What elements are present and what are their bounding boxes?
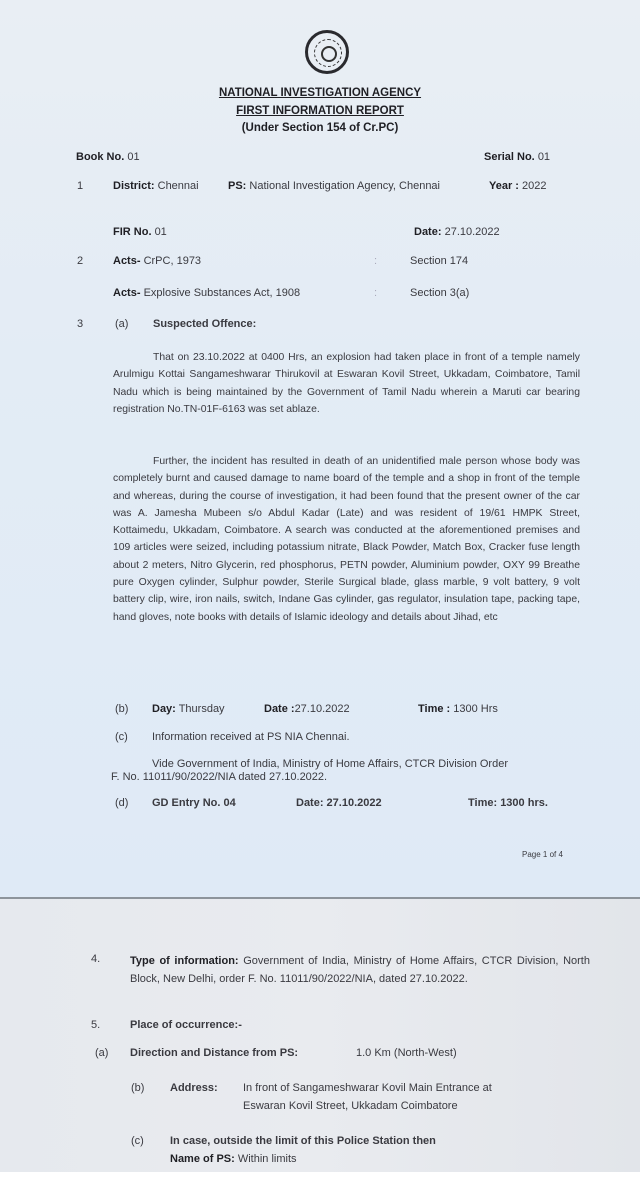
fir-date-label: Date: <box>414 226 442 238</box>
item-1-number: 1 <box>77 180 84 192</box>
type-of-info-line-2: Division, North Block, New Delhi, order F. No. 11011/90/2022/NIA, dated <box>130 955 590 985</box>
book-label: Book No. <box>76 151 125 163</box>
item-3d-label: (d) <box>115 797 129 809</box>
agency-title: NATIONAL INVESTIGATION AGENCY <box>218 87 422 99</box>
act-separator: : <box>374 255 378 267</box>
type-of-info-line-1: Government of India, Ministry of Home Affairs, CTCR <box>243 955 513 967</box>
act-row-2 <box>113 287 300 299</box>
info-date-value: 27.10.2022 <box>294 703 350 715</box>
ps-name-label: Name of PS: <box>170 1153 235 1165</box>
offence-paragraph-1 <box>113 349 580 418</box>
serial-number <box>484 151 550 163</box>
book-value: 01 <box>127 151 140 163</box>
year-label: Year : <box>489 180 519 192</box>
paragraph-2-text: Further, the incident has resulted in death of an unidentified male person whose body was completely burnt and caused damage to name board of the temple and a shop in front of the temple and whereas, during the course of investigation, it had been found that the present owner of the car was A. Jamesha Mubeen s/o Abdul Kadar (Late) and was resident of 19/61 HMPK Street, Kottaimedu, Ukkadam, Coimbatore. A search was conducted at the aforementioned premises and 109 articles were seized, including potassium nitrate, Black Powder, Match Box, Cracker fuse length about 2 meters, Nitro Glycerin, red phosphorus, PETN powder, Aluminium powder, OXY 99 Breathe pure Oxygen cylinder, Sulphur powder, Sterile Surgical blade, glass marble, 9 volt battery, 9 volt battery clip, wire, iron nails, switch, Indane Gas cylinder, gas regulator, insulation tape, packing tape, hand gloves, note books with details of Islamic ideology and details about Jihad, etc <box>113 456 580 623</box>
fir-date <box>414 226 500 238</box>
vide-order-line-1: Vide Government of India, Ministry of Home Affairs, CTCR Division Order <box>152 758 508 770</box>
ps-name-field <box>170 1153 297 1165</box>
gd-time: Time: 1300 hrs. <box>468 797 548 809</box>
fir-label: FIR No. <box>113 226 152 238</box>
fir-value: 01 <box>154 226 167 238</box>
info-date-label: Date : <box>264 703 295 715</box>
type-of-info-line-3: 27.10.2022. <box>409 972 468 985</box>
day-label: Day: <box>152 703 176 715</box>
place-of-occurrence-label: Place of occurrence:- <box>130 1019 242 1031</box>
ps-label: PS: <box>228 180 247 192</box>
item-3b-label: (b) <box>115 703 129 715</box>
address-line-1: In front of Sangameshwarar Kovil Main Entrance at <box>243 1082 492 1094</box>
item-3-number: 3 <box>77 318 84 330</box>
act-section: Section 174 <box>410 255 469 267</box>
address-label: Address: <box>170 1082 218 1094</box>
serial-value: 01 <box>537 151 551 163</box>
fir-date-value: 27.10.2022 <box>444 226 500 238</box>
type-of-information <box>130 953 590 988</box>
fir-number <box>113 226 167 238</box>
book-number <box>76 151 140 163</box>
act-label: Acts- <box>113 287 141 299</box>
item-5b-label: (b) <box>131 1082 145 1094</box>
gd-entry: GD Entry No. 04 <box>152 797 236 809</box>
gd-date: Date: 27.10.2022 <box>296 797 382 809</box>
year-value: 2022 <box>522 180 547 192</box>
act-value: CrPC, 1973 <box>143 255 202 267</box>
district-value: Chennai <box>157 180 199 192</box>
item-3c-label: (c) <box>115 731 128 743</box>
serial-label: Serial No. <box>484 151 535 163</box>
item-5a-label: (a) <box>95 1047 109 1059</box>
act-row-1 <box>113 255 201 267</box>
report-title: FIRST INFORMATION REPORT <box>236 105 404 117</box>
item-3a-label: (a) <box>115 318 129 330</box>
ps-value: National Investigation Agency, Chennai <box>249 180 440 192</box>
item-2-number: 2 <box>77 255 84 267</box>
district-field <box>113 180 199 192</box>
info-time-label: Time : <box>418 703 451 715</box>
act-separator: : <box>374 287 378 299</box>
info-time-value: 1300 Hrs <box>453 703 498 715</box>
act-label: Acts- <box>113 255 141 267</box>
paragraph-1-text: That on 23.10.2022 at 0400 Hrs, an explosion had taken place in front of a temple namely Arulmigu Kottai Sangameshwarar Thirukovil at Eswaran Kovil Street, Ukkadam, Coimbatore, Tamil Nadu which is being maintained by the Government of Tamil Nadu wherein a Maruti car bearing registration No.TN-01F-6163 was set ablaze. <box>113 352 580 415</box>
info-time-field <box>418 703 498 715</box>
page-number: Page 1 of 4 <box>522 850 563 859</box>
year-field <box>489 180 547 192</box>
item-5c-label: (c) <box>131 1135 144 1147</box>
info-date-field <box>264 703 350 715</box>
info-received-text: Information received at PS NIA Chennai. <box>152 731 350 743</box>
nia-seal-icon <box>305 30 349 74</box>
report-subtitle: (Under Section 154 of Cr.PC) <box>241 122 399 134</box>
day-value: Thursday <box>178 703 225 715</box>
type-of-info-label: Type of information: <box>130 955 239 967</box>
document-page-2 <box>0 899 640 1172</box>
direction-value: 1.0 Km (North-West) <box>356 1047 457 1059</box>
vide-order-line-2: F. No. 11011/90/2022/NIA dated 27.10.2022. <box>111 771 328 783</box>
day-field <box>152 703 225 715</box>
item-4-number: 4. <box>91 953 101 965</box>
address-line-2: Eswaran Kovil Street, Ukkadam Coimbatore <box>243 1100 458 1112</box>
act-section: Section 3(a) <box>410 287 470 299</box>
direction-label: Direction and Distance from PS: <box>130 1047 299 1059</box>
outside-limit-label: In case, outside the limit of this Police Station then <box>170 1135 436 1147</box>
district-label: District: <box>113 180 155 192</box>
ps-name-value: Within limits <box>237 1153 297 1165</box>
offence-paragraph-2 <box>113 453 580 626</box>
ps-field <box>228 180 440 192</box>
suspected-offence-label: Suspected Offence: <box>153 318 257 330</box>
item-5-number: 5. <box>91 1019 101 1031</box>
act-value: Explosive Substances Act, 1908 <box>143 287 301 299</box>
